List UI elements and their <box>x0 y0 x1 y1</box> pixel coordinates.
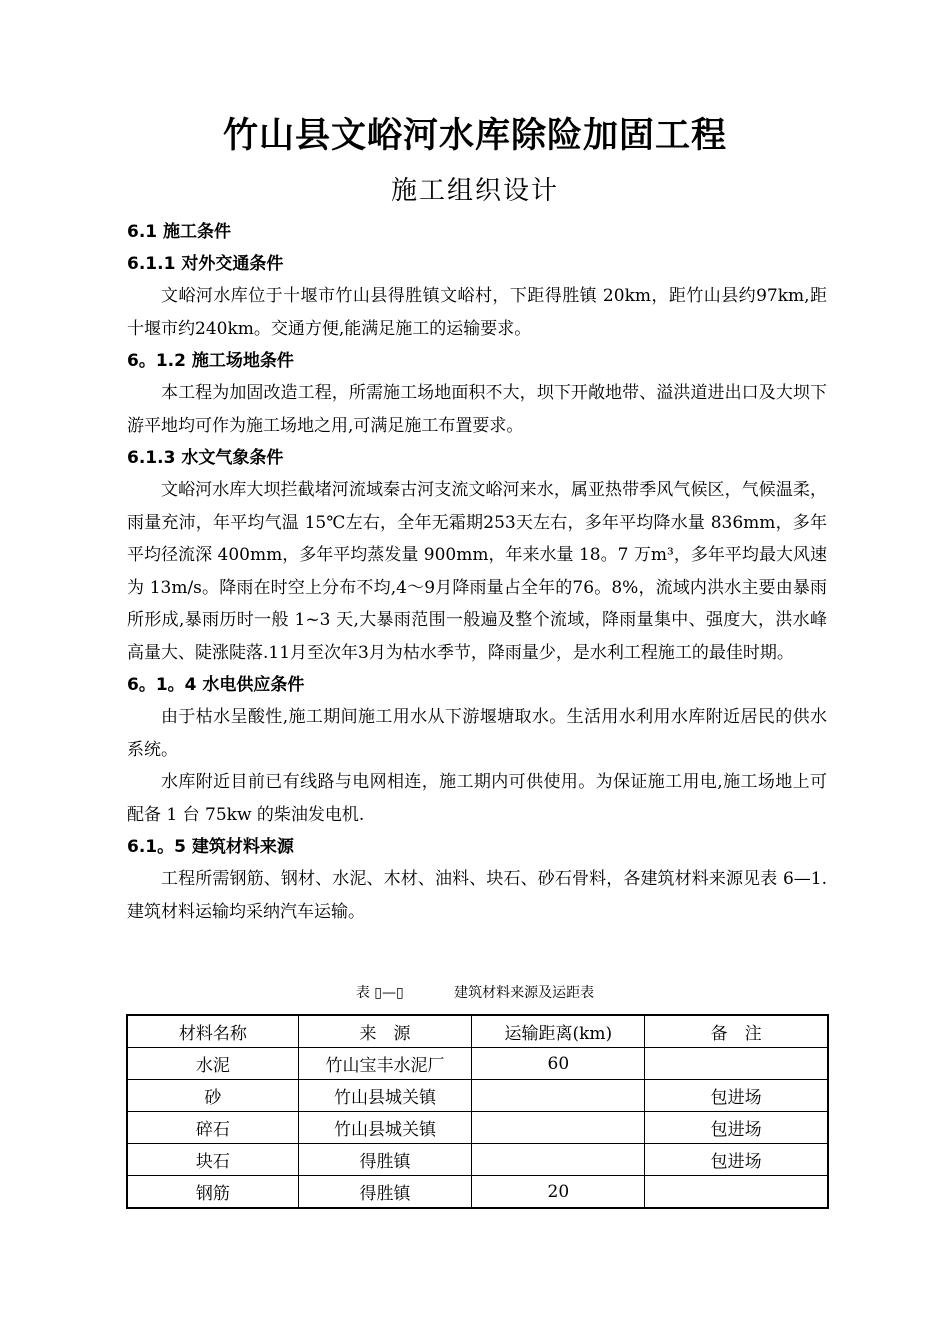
table-cell: 水泥 <box>127 1048 298 1080</box>
table-row <box>127 1176 828 1209</box>
document-body <box>127 216 827 928</box>
table-cell: 包进场 <box>645 1080 828 1112</box>
table-cell <box>645 1176 828 1209</box>
column-header: 来 源 <box>298 1015 472 1048</box>
table-cell: 包进场 <box>645 1144 828 1176</box>
paragraph: 由于枯水呈酸性,施工期间施工用水从下游堰塘取水。生活用水利用水库附近居民的供水系统。 <box>127 707 827 760</box>
document-subtitle: 施工组织设计 <box>390 176 559 206</box>
column-header: 备 注 <box>645 1015 828 1048</box>
table-row <box>127 1080 828 1112</box>
section-heading: 6.1.1 对外交通条件 <box>127 254 284 274</box>
table-cell <box>472 1112 645 1144</box>
paragraph: 水库附近目前已有线路与电网相连，施工期内可供使用。为保证施工用电,施工场地上可配备 1 台 75kw 的柴油发电机. <box>127 772 827 825</box>
paragraph: 本工程为加固改造工程，所需施工场地面积不大，坝下开敞地带、溢洪道进出口及大坝下游平地均可作为施工场地之用,可满足施工布置要求。 <box>127 383 827 436</box>
table-cell: 砂 <box>127 1080 298 1112</box>
section-heading: 6。1。4 水电供应条件 <box>127 675 305 695</box>
table-cell: 包进场 <box>645 1112 828 1144</box>
paragraph: 文峪河水库位于十堰市竹山县得胜镇文峪村，下距得胜镇 20km，距竹山县约97km,距十堰市约240km。交通方便,能满足施工的运输要求。 <box>127 286 827 339</box>
section-heading: 6.1.3 水文气象条件 <box>127 448 284 468</box>
table-cell <box>472 1144 645 1176</box>
table-cell <box>472 1080 645 1112</box>
table-cell: 得胜镇 <box>298 1176 472 1209</box>
section-heading: 6.1。5 建筑材料来源 <box>127 837 294 857</box>
table-cell: 竹山县城关镇 <box>298 1080 472 1112</box>
table-cell: 竹山县城关镇 <box>298 1112 472 1144</box>
table-cell <box>645 1048 828 1080</box>
table-cell: 块石 <box>127 1144 298 1176</box>
table-row <box>127 1048 828 1080</box>
section-heading: 6。1.2 施工场地条件 <box>127 351 294 371</box>
paragraph: 工程所需钢筋、钢材、水泥、木材、油料、块石、砂石骨料，各建筑材料来源见表 6—1.建筑材料运输均采纳汽车运输。 <box>127 869 827 922</box>
table-cell: 得胜镇 <box>298 1144 472 1176</box>
table-header-row <box>127 1015 828 1048</box>
table-cell: 钢筋 <box>127 1176 298 1209</box>
table-cell: 竹山宝丰水泥厂 <box>298 1048 472 1080</box>
section-heading: 6.1 施工条件 <box>127 222 232 242</box>
table-cell: 60 <box>472 1048 645 1080</box>
paragraph: 文峪河水库大坝拦截堵河流域秦古河支流文峪河来水，属亚热带季风气候区，气候温柔，雨量充沛，年平均气温 15℃左右，全年无霜期253天左右，多年平均降水量 836mm，多年平均径流深 400mm，多年平均蒸发量 900mm，年来水量 18。7 万m³，多年平均最大风速为 13m/s。降雨在时空上分布不均,4～9月降雨量占全年的76。8%，流域内洪水主要由暴雨所形成,暴雨历时一般 1~3 天,大暴雨范围一般遍及整个流域，降雨量集中、强度大，洪水峰高量大、陡涨陡落.11月至次年3月为枯水季节，降雨量少，是水利工程施工的最佳时期。 <box>127 480 827 663</box>
table-row <box>127 1112 828 1144</box>
table-cell: 20 <box>472 1176 645 1209</box>
table-caption-label: 表 ▯—▯ <box>355 985 404 1001</box>
table-cell: 碎石 <box>127 1112 298 1144</box>
document-title: 竹山县文峪河水库除险加固工程 <box>222 116 727 156</box>
table-caption <box>0 982 950 1002</box>
table-row <box>127 1144 828 1176</box>
table-caption-title: 建筑材料来源及运距表 <box>454 985 595 1001</box>
column-header: 运输距离(km) <box>472 1015 645 1048</box>
materials-table <box>126 1014 829 1209</box>
column-header: 材料名称 <box>127 1015 298 1048</box>
